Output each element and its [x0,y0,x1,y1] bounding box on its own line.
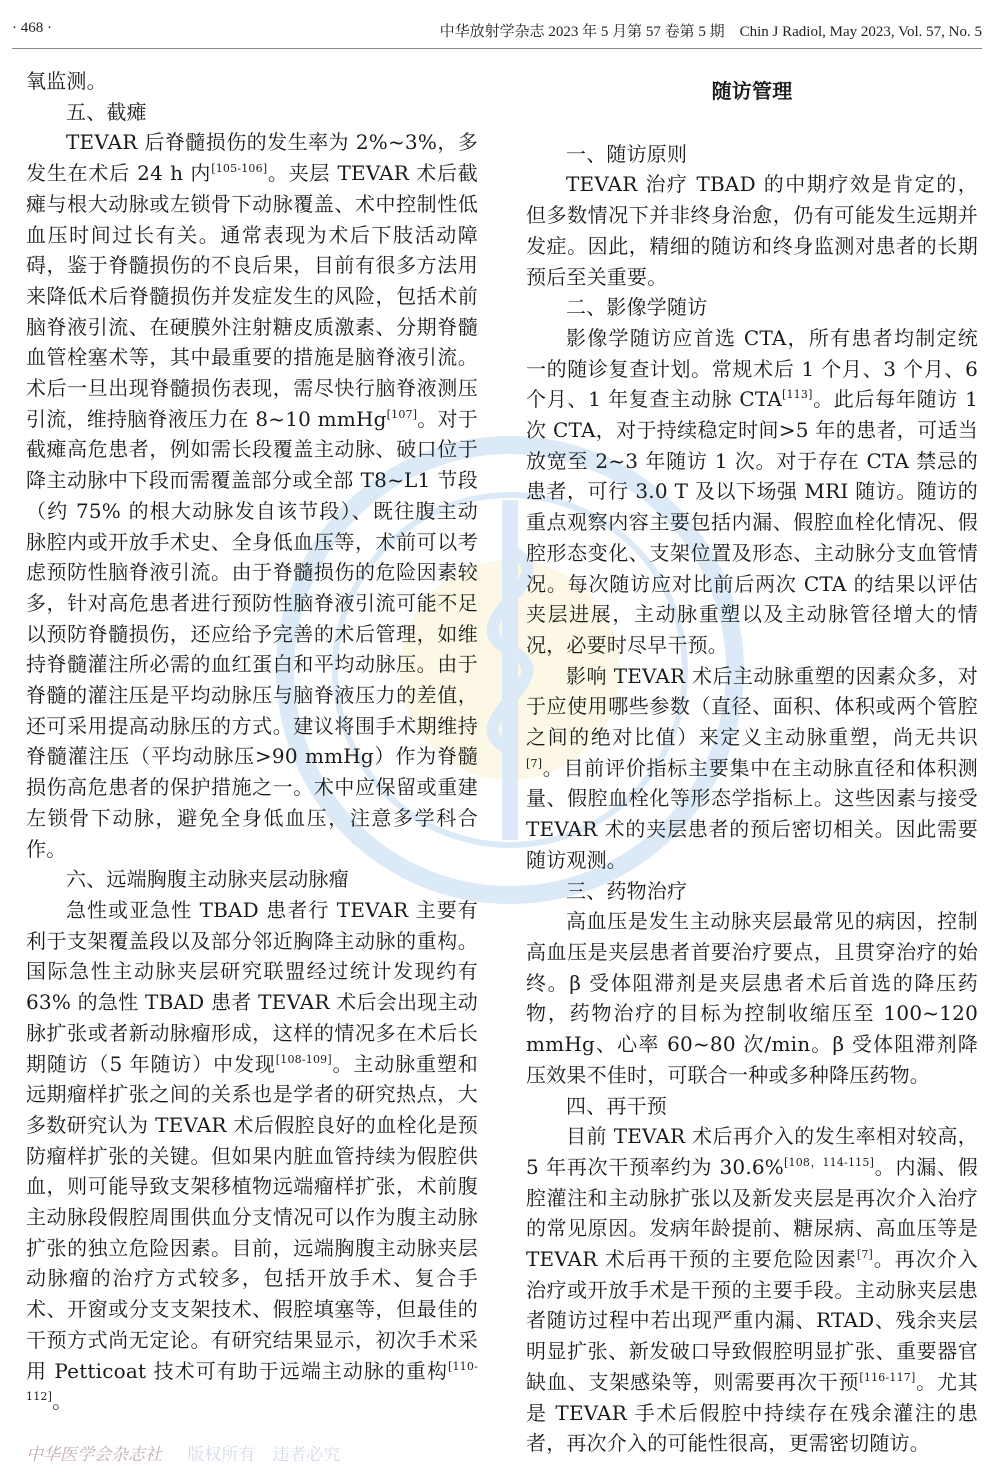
citation: [108-109] [275,1052,332,1066]
paragraph-drug: 高血压是发生主动脉夹层最常见的病因，控制高血压是夹层患者首要治疗要点，且贯穿治疗的始终。β 受体阻滞剂是夹层患者术后首选的降压药物，药物治疗的目标为控制收缩压至 100~120 mmHg、心率 60~80 次/min。β 受体阻滞剂降压效果不佳时，可联合一种或多种降压药物。 [526,909,978,1087]
text-run: 。夹层 TEVAR 术后截瘫与根大动脉或左锁骨下动脉覆盖、术中控制性低血压时间过长有关。通常表现为术后下肢活动障碍，鉴于脊髓损伤的不良后果，目前有很多方法用来降低术后脊髓损伤并发症发生的风险，包括术前脑脊液引流、在硬膜外注射糖皮质激素、分期脊髓血管栓塞术等，其中最重要的措施是脑脊液引流。术后一旦出现脊髓损伤表现，需尽快行脑脊液测压引流，维持脑脊液压力在 8~10 mmHg [26,161,478,431]
subsection-heading-distal-aneurysm: 六、远端胸腹主动脉夹层动脉瘤 [66,867,349,892]
subsection-heading-reintervention: 四、再干预 [566,1093,667,1118]
copyright-notice: 版权所有 违者必究 [187,1445,341,1465]
text-run: TEVAR 后脊髓损伤的发生率为 2%~3%，多发生在术后 24 h 内 [26,130,478,186]
citation: [105-106] [211,162,268,176]
paragraph-distal-aneurysm [26,895,478,1417]
page-header [0,0,1000,58]
paragraph-remodeling [526,661,978,876]
citation: [110-112] [26,1359,478,1404]
citation: [7] [856,1248,874,1262]
header-rule [12,48,982,49]
paragraph-principles: TEVAR 治疗 TBAD 的中期疗效是肯定的，但多数情况下并非终身治愈，仍有可能发生远期并发症。因此，精细的随访和终身监测对患者的长期预后至关重要。 [526,172,978,289]
text-run: 影像学随访应首选 CTA，所有患者均制定统一的随诊复查计划。常规术后 1 个月、3 个月、6 个月、1 年复查主动脉 CTA [526,325,978,412]
text-run: 。内漏、假腔灌注和主动脉扩张以及新发夹层是再次介入治疗的常见原因。发病年龄提前、糖尿病、高血压等是 TEVAR 术后再干预的主要危险因素 [526,1154,978,1272]
page-number: · 468 · [12,20,52,36]
subsection-heading-drug: 三、药物治疗 [566,878,688,903]
paragraph-reintervention [526,1121,978,1459]
right-column [526,66,978,1459]
section-title: 随访管理 [711,79,793,103]
text-run: 。再次介入治疗或开放手术是干预的主要手段。主动脉夹层患者随访过程中若出现严重内漏、RTAD、残余夹层明显扩张、新发破口导致假腔明显扩张、重要器官缺血、支架感染等，则需要再次干预 [526,1247,978,1394]
publisher-watermark [26,1440,340,1470]
citation: [7] [526,756,543,770]
subsection-heading-imaging: 二、影像学随访 [566,295,708,320]
citation: [108，114-115] [784,1155,875,1169]
subsection-heading-paraplegia: 五、截瘫 [66,99,147,124]
publisher-name: 中华医学会杂志社 [26,1445,162,1465]
citation: [113] [781,388,813,402]
text-run: 。目前评价指标主要集中在主动脉直径和体积测量、假腔血栓化等形态学指标上。这些因素与接受 TEVAR 术的夹层患者的预后密切相关。因此需要随访观测。 [526,755,978,872]
text-run: 。主动脉重塑和远期瘤样扩张之间的关系也是学者的研究热点，大多数研究认为 TEVAR 术后假腔良好的血栓化是预防瘤样扩张的关键。但如果内脏血管持续为假腔供血，则可能导致支架移植物远端瘤样扩张，术前腹主动脉段假腔周围供血分支情况可以作为腹主动脉扩张的独立危险因素。目前，远端胸腹主动脉夹层动脉瘤的治疗方式较多，包括开放手术、复合手术、开窗或分支支架技术、假腔填塞等，但最佳的干预方式尚无定论。有研究结果显示，初次手术采用 Petticoat 技术可有助于远端主动脉的重构 [26,1051,478,1383]
citation: [107] [386,407,418,421]
paragraph: 氧监测。 [26,69,107,93]
text-run: 。 [52,1389,73,1414]
journal-title: 中华放射学杂志 2023 年 5 月第 57 卷第 5 期 Chin J Radiol, May 2023, Vol. 57, No. 5 [439,24,982,40]
text-run: 。对于截瘫高危患者，例如需长段覆盖主动脉、破口位于降主动脉中下段而需覆盖部分或全部 T8~L1 节段（约 75% 的根大动脉发自该节段）、既往腹主动脉腔内或开放手术史、全身低血压等，术前可以考虑预防性脑脊液引流。由于脊髓损伤的危险因素较多，针对高危患者进行预防性脑脊液引流可能不足以预防脊髓损伤，还应给予完善的术后管理，如维持脊髓灌注所必需的血红蛋白和平均动脉压。由于脊髓的灌注压是平均动脉压与脑脊液压力的差值，还可采用提高动脉压的方式。建议将围手术期维持脊髓灌注压（平均动脉压>90 mmHg）作为脊髓损伤高危患者的保护措施之一。术中应保留或重建左锁骨下动脉，避免全身低血压，注意多学科合作。 [26,406,478,861]
text-run: 。此后每年随访 1 次 CTA，对于持续稳定时间>5 年的患者，可适当放宽至 2~3 年随访 1 次。对于存在 CTA 禁忌的患者，可行 3.0 T 及以下场强 MRI 随访。随访的重点观察内容主要包括内漏、假腔血栓化情况、假腔形态变化、支架位置及形态、主动脉分支血管情况。每次随访应对比前后两次 CTA 的结果以评估夹层进展，主动脉重塑以及主动脉管径增大的情况，必要时尽早干预。 [526,387,978,657]
text-run: 急性或亚急性 TBAD 患者行 TEVAR 主要有利于支架覆盖段以及部分邻近胸降主动脉的重构。国际急性主动脉夹层研究联盟经过统计发现约有 63% 的急性 TBAD 患者 TEVAR 术后会出现主动脉扩张或者新动脉瘤形成，这样的情况多在术后长期随访（5 年随访）中发现 [26,897,478,1076]
text-run: 。尤其是 TEVAR 手术后假腔中持续存在残余灌注的患者，再次介入的可能性很高，更需密切随访。 [526,1369,978,1456]
citation: [116-117] [859,1370,916,1384]
paragraph-imaging [526,323,978,661]
text-run: 影响 TEVAR 术后主动脉重塑的因素众多，对于应使用哪些参数（直径、面积、体积或两个管腔之间的绝对比值）来定义主动脉重塑，尚无共识 [526,663,978,750]
subsection-heading-principles: 一、随访原则 [566,141,688,166]
left-column [26,66,478,1417]
text-run: 目前 TEVAR 术后再介入的发生率相对较高，5 年再次干预率约为 30.6% [526,1124,978,1179]
paragraph-paraplegia [26,127,478,864]
